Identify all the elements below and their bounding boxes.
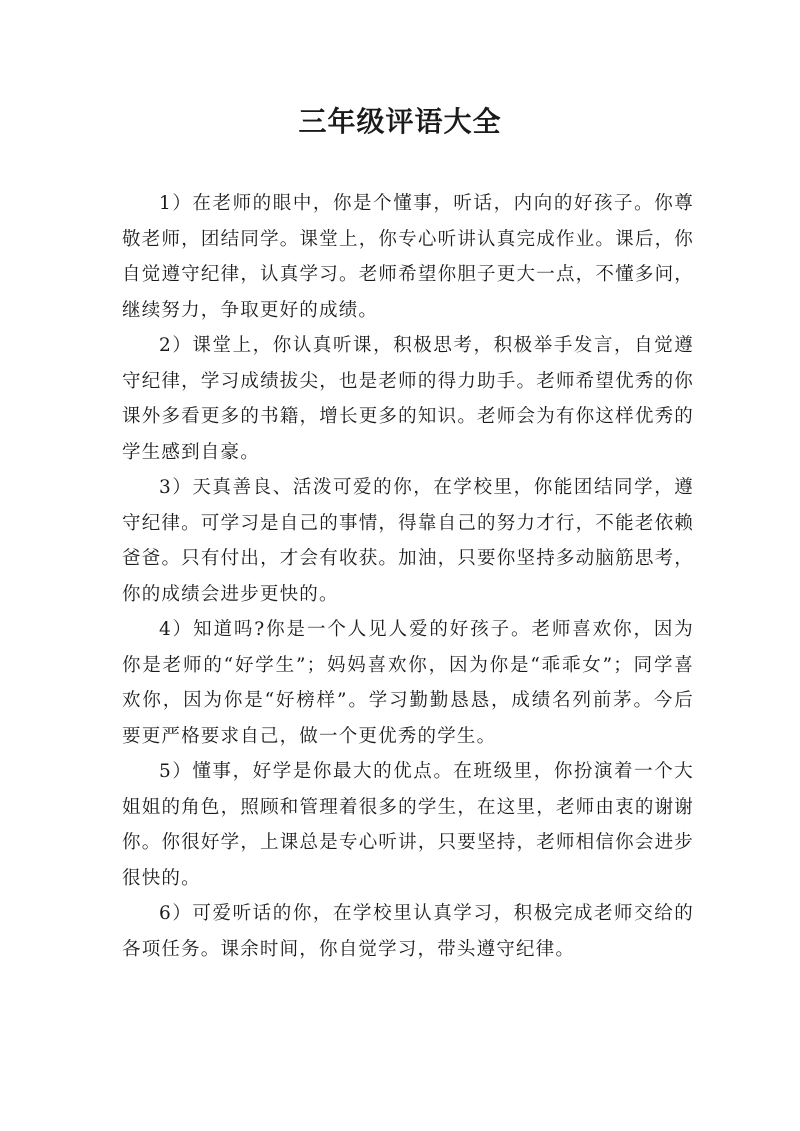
- paragraph-3: 3）天真善良、活泼可爱的你，在学校里，你能团结同学，遵守纪律。可学习是自己的事情，得靠自己的努力才行，不能老依赖爸爸。只有付出，才会有收获。加油，只要你坚持多动脑筋思考，你的成绩会进步更快的。: [122, 477, 694, 605]
- document-title: 三年级评语大全: [298, 105, 502, 138]
- paragraph-6: 6）可爱听话的你，在学校里认真学习，积极完成老师交给的各项任务。课余时间，你自觉学习，带头遵守纪律。: [122, 903, 694, 960]
- paragraph-1: 1）在老师的眼中，你是个懂事，听话，内向的好孩子。你尊敬老师，团结同学。课堂上，你专心听讲认真完成作业。课后，你自觉遵守纪律，认真学习。老师希望你胆子更大一点，不懂多问，继续努力，争取更好的成绩。: [122, 193, 694, 321]
- paragraph-5: 5）懂事，好学是你最大的优点。在班级里，你扮演着一个大姐姐的角色，照顾和管理着很多的学生，在这里，老师由衷的谢谢你。你很好学，上课总是专心听讲，只要坚持，老师相信你会进步很快的。: [122, 761, 694, 889]
- document-body: [122, 186, 694, 967]
- paragraph-4: 4）知道吗?你是一个人见人爱的好孩子。老师喜欢你，因为你是老师的“好学生”；妈妈喜欢你，因为你是“乖乖女”；同学喜欢你，因为你是“好榜样”。学习勤勤恳恳，成绩名列前茅。今后要更严格要求自己，做一个更优秀的学生。: [122, 619, 694, 747]
- paragraph-2: 2）课堂上，你认真听课，积极思考，积极举手发言，自觉遵守纪律，学习成绩拔尖，也是老师的得力助手。老师希望优秀的你课外多看更多的书籍，增长更多的知识。老师会为有你这样优秀的学生感到自豪。: [122, 335, 694, 463]
